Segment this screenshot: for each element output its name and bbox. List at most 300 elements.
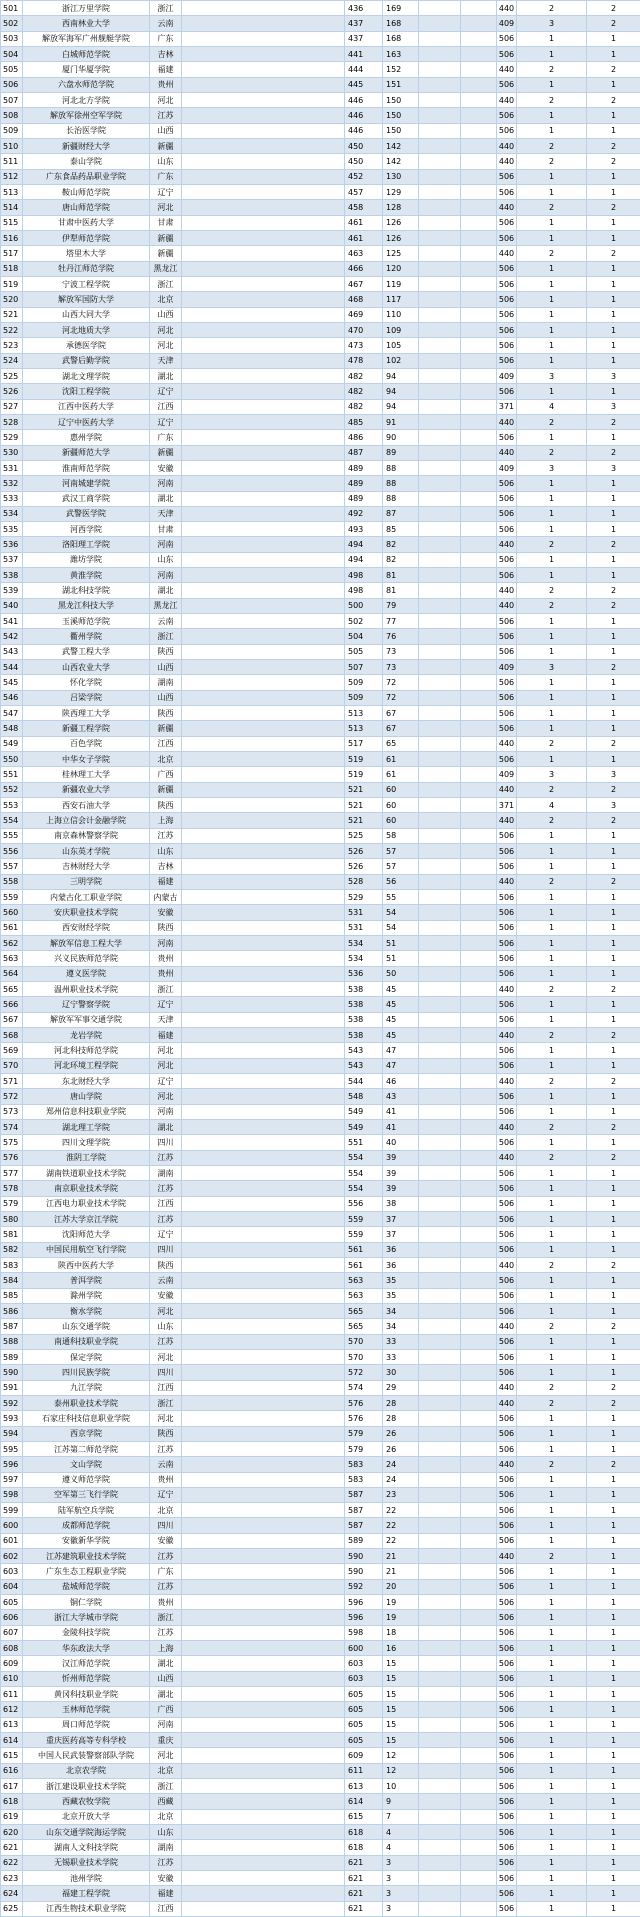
value-e-cell: 1 <box>587 1196 640 1211</box>
empty-cell <box>461 1472 497 1487</box>
value-c-cell: 506 <box>497 1196 517 1211</box>
university-name-cell: 河南城建学院 <box>23 476 150 491</box>
empty-cell <box>461 690 497 705</box>
empty-cell <box>182 1257 345 1272</box>
empty-cell <box>182 322 345 337</box>
total-rank-cell: 470 <box>345 322 383 337</box>
table-row <box>1 230 640 245</box>
table-row <box>1 31 640 46</box>
value-e-cell: 3 <box>587 767 640 782</box>
empty-cell <box>461 1365 497 1380</box>
rank-cell: 539 <box>1 583 23 598</box>
score-cell: 125 <box>383 246 419 261</box>
table-row <box>1 675 640 690</box>
province-cell: 福建 <box>150 62 182 77</box>
total-rank-cell: 554 <box>345 1150 383 1165</box>
table-row <box>1 353 640 368</box>
empty-cell <box>182 1763 345 1778</box>
province-cell: 辽宁 <box>150 1073 182 1088</box>
value-e-cell: 1 <box>587 997 640 1012</box>
table-row <box>1 552 640 567</box>
province-cell: 河北 <box>150 1748 182 1763</box>
university-name-cell: 解放军军事交通学院 <box>23 1012 150 1027</box>
university-name-cell: 唐山师范学院 <box>23 200 150 215</box>
university-name-cell: 河北地质大学 <box>23 322 150 337</box>
rank-cell: 619 <box>1 1809 23 1824</box>
rank-cell: 529 <box>1 430 23 445</box>
empty-cell <box>419 1533 461 1548</box>
university-name-cell: 洛阳理工学院 <box>23 537 150 552</box>
total-rank-cell: 482 <box>345 384 383 399</box>
value-c-cell: 506 <box>497 1273 517 1288</box>
total-rank-cell: 576 <box>345 1411 383 1426</box>
rank-cell: 509 <box>1 123 23 138</box>
total-rank-cell: 538 <box>345 982 383 997</box>
value-d-cell: 1 <box>517 1411 587 1426</box>
university-name-cell: 山西大同大学 <box>23 307 150 322</box>
empty-cell <box>419 1 461 16</box>
empty-cell <box>461 1426 497 1441</box>
empty-cell <box>461 1089 497 1104</box>
value-c-cell: 506 <box>497 1058 517 1073</box>
value-d-cell: 1 <box>517 1196 587 1211</box>
table-row <box>1 736 640 751</box>
table-row <box>1 1119 640 1134</box>
value-e-cell: 2 <box>587 92 640 107</box>
empty-cell <box>461 568 497 583</box>
rank-cell: 524 <box>1 353 23 368</box>
empty-cell <box>461 675 497 690</box>
value-c-cell: 506 <box>497 184 517 199</box>
university-name-cell: 厦门华厦学院 <box>23 62 150 77</box>
province-cell: 河南 <box>150 1104 182 1119</box>
university-name-cell: 新疆财经大学 <box>23 138 150 153</box>
rank-cell: 531 <box>1 460 23 475</box>
total-rank-cell: 554 <box>345 1181 383 1196</box>
total-rank-cell: 507 <box>345 660 383 675</box>
value-c-cell: 440 <box>497 1395 517 1410</box>
university-name-cell: 玉溪师范学院 <box>23 614 150 629</box>
empty-cell <box>182 276 345 291</box>
empty-cell <box>461 1687 497 1702</box>
table-row <box>1 1211 640 1226</box>
province-cell: 江苏 <box>150 1549 182 1564</box>
university-name-cell: 武汉工商学院 <box>23 491 150 506</box>
university-name-cell: 铜仁学院 <box>23 1595 150 1610</box>
total-rank-cell: 600 <box>345 1641 383 1656</box>
total-rank-cell: 544 <box>345 1073 383 1088</box>
score-cell: 120 <box>383 261 419 276</box>
rank-cell: 581 <box>1 1227 23 1242</box>
total-rank-cell: 556 <box>345 1196 383 1211</box>
empty-cell <box>461 798 497 813</box>
province-cell: 西藏 <box>150 1794 182 1809</box>
score-cell: 22 <box>383 1518 419 1533</box>
empty-cell <box>461 997 497 1012</box>
empty-cell <box>419 1610 461 1625</box>
value-e-cell: 1 <box>587 614 640 629</box>
university-name-cell: 中国民用航空飞行学院 <box>23 1242 150 1257</box>
empty-cell <box>182 1211 345 1226</box>
total-rank-cell: 589 <box>345 1533 383 1548</box>
empty-cell <box>419 614 461 629</box>
empty-cell <box>182 307 345 322</box>
province-cell: 山东 <box>150 552 182 567</box>
value-e-cell: 1 <box>587 1733 640 1748</box>
empty-cell <box>182 1840 345 1855</box>
value-d-cell: 1 <box>517 1840 587 1855</box>
score-cell: 169 <box>383 1 419 16</box>
university-name-cell: 河北北方学院 <box>23 92 150 107</box>
empty-cell <box>461 1733 497 1748</box>
value-d-cell: 1 <box>517 1779 587 1794</box>
province-cell: 江西 <box>150 399 182 414</box>
empty-cell <box>182 1671 345 1686</box>
value-c-cell: 440 <box>497 537 517 552</box>
value-e-cell: 1 <box>587 936 640 951</box>
empty-cell <box>182 1196 345 1211</box>
score-cell: 73 <box>383 660 419 675</box>
rank-cell: 557 <box>1 859 23 874</box>
rank-cell: 610 <box>1 1671 23 1686</box>
total-rank-cell: 587 <box>345 1503 383 1518</box>
empty-cell <box>461 1748 497 1763</box>
empty-cell <box>182 752 345 767</box>
total-rank-cell: 494 <box>345 537 383 552</box>
empty-cell <box>461 1901 497 1916</box>
empty-cell <box>419 583 461 598</box>
value-d-cell: 1 <box>517 1733 587 1748</box>
empty-cell <box>461 1135 497 1150</box>
table-row <box>1 1549 640 1564</box>
empty-cell <box>182 1809 345 1824</box>
score-cell: 60 <box>383 782 419 797</box>
value-c-cell: 440 <box>497 92 517 107</box>
value-d-cell: 1 <box>517 1135 587 1150</box>
university-name-cell: 解放军信息工程大学 <box>23 936 150 951</box>
value-e-cell: 2 <box>587 138 640 153</box>
score-cell: 150 <box>383 108 419 123</box>
empty-cell <box>182 1610 345 1625</box>
total-rank-cell: 563 <box>345 1288 383 1303</box>
empty-cell <box>461 813 497 828</box>
table-row <box>1 1472 640 1487</box>
province-cell: 新疆 <box>150 138 182 153</box>
value-e-cell: 1 <box>587 1748 640 1763</box>
score-cell: 19 <box>383 1610 419 1625</box>
university-name-cell: 山西农业大学 <box>23 660 150 675</box>
score-cell: 50 <box>383 966 419 981</box>
empty-cell <box>419 1441 461 1456</box>
empty-cell <box>461 1411 497 1426</box>
province-cell: 江苏 <box>150 1334 182 1349</box>
value-d-cell: 1 <box>517 77 587 92</box>
empty-cell <box>182 77 345 92</box>
score-cell: 88 <box>383 460 419 475</box>
value-d-cell: 1 <box>517 1487 587 1502</box>
value-e-cell: 1 <box>587 1518 640 1533</box>
empty-cell <box>419 430 461 445</box>
empty-cell <box>419 368 461 383</box>
score-cell: 20 <box>383 1579 419 1594</box>
value-d-cell: 2 <box>517 1257 587 1272</box>
total-rank-cell: 621 <box>345 1901 383 1916</box>
university-name-cell: 辽宁中医药大学 <box>23 414 150 429</box>
value-d-cell: 2 <box>517 782 587 797</box>
value-c-cell: 506 <box>497 1181 517 1196</box>
value-e-cell: 1 <box>587 1058 640 1073</box>
value-d-cell: 4 <box>517 798 587 813</box>
university-name-cell: 解放军国防大学 <box>23 292 150 307</box>
province-cell: 江苏 <box>150 108 182 123</box>
empty-cell <box>461 1779 497 1794</box>
empty-cell <box>461 859 497 874</box>
province-cell: 福建 <box>150 1027 182 1042</box>
empty-cell <box>182 1073 345 1088</box>
rank-cell: 511 <box>1 154 23 169</box>
university-name-cell: 上海立信会计金融学院 <box>23 813 150 828</box>
table-row <box>1 215 640 230</box>
empty-cell <box>419 1211 461 1226</box>
empty-cell <box>419 184 461 199</box>
value-d-cell: 1 <box>517 184 587 199</box>
university-name-cell: 武警工程大学 <box>23 644 150 659</box>
university-name-cell: 六盘水师范学院 <box>23 77 150 92</box>
value-e-cell: 2 <box>587 1457 640 1472</box>
table-row <box>1 384 640 399</box>
empty-cell <box>419 1150 461 1165</box>
empty-cell <box>419 1855 461 1870</box>
value-e-cell: 1 <box>587 675 640 690</box>
empty-cell <box>461 1257 497 1272</box>
empty-cell <box>461 154 497 169</box>
table-row <box>1 414 640 429</box>
table-row <box>1 1334 640 1349</box>
empty-cell <box>461 936 497 951</box>
university-name-cell: 普洱学院 <box>23 1273 150 1288</box>
empty-cell <box>461 1242 497 1257</box>
score-cell: 142 <box>383 154 419 169</box>
empty-cell <box>419 1058 461 1073</box>
empty-cell <box>182 813 345 828</box>
value-e-cell: 1 <box>587 1334 640 1349</box>
empty-cell <box>182 476 345 491</box>
empty-cell <box>461 767 497 782</box>
value-c-cell: 440 <box>497 154 517 169</box>
empty-cell <box>182 706 345 721</box>
value-c-cell: 506 <box>497 506 517 521</box>
value-d-cell: 1 <box>517 1656 587 1671</box>
value-c-cell: 506 <box>497 1503 517 1518</box>
university-name-cell: 石家庄科技信息职业学院 <box>23 1411 150 1426</box>
rank-cell: 555 <box>1 828 23 843</box>
rank-cell: 520 <box>1 292 23 307</box>
value-d-cell: 1 <box>517 1211 587 1226</box>
total-rank-cell: 551 <box>345 1135 383 1150</box>
score-cell: 33 <box>383 1334 419 1349</box>
value-e-cell: 1 <box>587 1089 640 1104</box>
province-cell: 北京 <box>150 1809 182 1824</box>
value-e-cell: 1 <box>587 476 640 491</box>
value-c-cell: 506 <box>497 1165 517 1180</box>
value-e-cell: 1 <box>587 276 640 291</box>
table-body <box>1 1 640 1917</box>
total-rank-cell: 561 <box>345 1242 383 1257</box>
value-c-cell: 506 <box>497 1518 517 1533</box>
empty-cell <box>461 614 497 629</box>
score-cell: 38 <box>383 1196 419 1211</box>
university-name-cell: 浙江万里学院 <box>23 1 150 16</box>
table-row <box>1 1411 640 1426</box>
empty-cell <box>461 1855 497 1870</box>
score-cell: 15 <box>383 1656 419 1671</box>
table-row <box>1 1503 640 1518</box>
score-cell: 58 <box>383 828 419 843</box>
score-cell: 126 <box>383 230 419 245</box>
total-rank-cell: 605 <box>345 1687 383 1702</box>
score-cell: 94 <box>383 384 419 399</box>
total-rank-cell: 592 <box>345 1579 383 1594</box>
empty-cell <box>419 813 461 828</box>
province-cell: 云南 <box>150 614 182 629</box>
rank-cell: 593 <box>1 1411 23 1426</box>
empty-cell <box>419 522 461 537</box>
value-e-cell: 1 <box>587 1901 640 1916</box>
empty-cell <box>182 123 345 138</box>
empty-cell <box>419 1702 461 1717</box>
value-e-cell: 1 <box>587 1441 640 1456</box>
university-name-cell: 淮南师范学院 <box>23 460 150 475</box>
university-name-cell: 重庆医药高等专科学校 <box>23 1733 150 1748</box>
value-e-cell: 1 <box>587 292 640 307</box>
empty-cell <box>461 1610 497 1625</box>
value-e-cell: 1 <box>587 1273 640 1288</box>
table-row <box>1 614 640 629</box>
province-cell: 贵州 <box>150 966 182 981</box>
value-e-cell: 1 <box>587 1411 640 1426</box>
total-rank-cell: 466 <box>345 261 383 276</box>
university-name-cell: 山东英才学院 <box>23 844 150 859</box>
total-rank-cell: 505 <box>345 644 383 659</box>
province-cell: 河北 <box>150 200 182 215</box>
empty-cell <box>419 476 461 491</box>
total-rank-cell: 446 <box>345 123 383 138</box>
province-cell: 贵州 <box>150 1472 182 1487</box>
score-cell: 150 <box>383 123 419 138</box>
empty-cell <box>419 537 461 552</box>
table-row <box>1 874 640 889</box>
value-c-cell: 506 <box>497 1779 517 1794</box>
value-e-cell: 1 <box>587 859 640 874</box>
university-name-cell: 空军第三飞行学院 <box>23 1487 150 1502</box>
empty-cell <box>182 46 345 61</box>
table-row <box>1 1349 640 1364</box>
university-name-cell: 九江学院 <box>23 1380 150 1395</box>
university-name-cell: 金陵科技学院 <box>23 1625 150 1640</box>
university-name-cell: 桂林理工大学 <box>23 767 150 782</box>
score-cell: 39 <box>383 1150 419 1165</box>
score-cell: 168 <box>383 31 419 46</box>
value-d-cell: 1 <box>517 1748 587 1763</box>
score-cell: 168 <box>383 16 419 31</box>
value-e-cell: 3 <box>587 399 640 414</box>
value-c-cell: 506 <box>497 644 517 659</box>
empty-cell <box>461 1349 497 1364</box>
table-row <box>1 905 640 920</box>
rank-cell: 548 <box>1 721 23 736</box>
empty-cell <box>461 230 497 245</box>
empty-cell <box>461 598 497 613</box>
value-e-cell: 1 <box>587 1349 640 1364</box>
value-c-cell: 506 <box>497 1349 517 1364</box>
table-row <box>1 1809 640 1824</box>
value-d-cell: 2 <box>517 537 587 552</box>
score-cell: 3 <box>383 1855 419 1870</box>
value-d-cell: 1 <box>517 1794 587 1809</box>
value-c-cell: 440 <box>497 1257 517 1272</box>
rank-cell: 608 <box>1 1641 23 1656</box>
rank-cell: 584 <box>1 1273 23 1288</box>
table-row <box>1 1886 640 1901</box>
empty-cell <box>182 1380 345 1395</box>
empty-cell <box>182 460 345 475</box>
value-d-cell: 2 <box>517 736 587 751</box>
value-c-cell: 506 <box>497 77 517 92</box>
rank-cell: 589 <box>1 1349 23 1364</box>
value-d-cell: 2 <box>517 92 587 107</box>
total-rank-cell: 450 <box>345 138 383 153</box>
total-rank-cell: 536 <box>345 966 383 981</box>
table-row <box>1 430 640 445</box>
value-d-cell: 1 <box>517 1809 587 1824</box>
university-name-cell: 江西电力职业技术学院 <box>23 1196 150 1211</box>
value-c-cell: 506 <box>497 215 517 230</box>
university-name-cell: 泰山学院 <box>23 154 150 169</box>
value-e-cell: 1 <box>587 1871 640 1886</box>
empty-cell <box>461 200 497 215</box>
value-e-cell: 2 <box>587 414 640 429</box>
value-c-cell: 506 <box>497 108 517 123</box>
rank-cell: 566 <box>1 997 23 1012</box>
score-cell: 26 <box>383 1441 419 1456</box>
university-name-cell: 河北环境工程学院 <box>23 1058 150 1073</box>
table-row <box>1 936 640 951</box>
value-d-cell: 1 <box>517 1533 587 1548</box>
empty-cell <box>419 1579 461 1594</box>
empty-cell <box>419 920 461 935</box>
empty-cell <box>461 583 497 598</box>
rank-cell: 551 <box>1 767 23 782</box>
empty-cell <box>182 568 345 583</box>
empty-cell <box>419 752 461 767</box>
empty-cell <box>419 1687 461 1702</box>
province-cell: 贵州 <box>150 77 182 92</box>
value-e-cell: 1 <box>587 966 640 981</box>
province-cell: 江苏 <box>150 1211 182 1226</box>
empty-cell <box>182 675 345 690</box>
score-cell: 61 <box>383 752 419 767</box>
rank-cell: 573 <box>1 1104 23 1119</box>
province-cell: 天津 <box>150 353 182 368</box>
value-d-cell: 1 <box>517 1165 587 1180</box>
total-rank-cell: 528 <box>345 874 383 889</box>
value-c-cell: 409 <box>497 767 517 782</box>
empty-cell <box>419 46 461 61</box>
table-row <box>1 782 640 797</box>
empty-cell <box>419 552 461 567</box>
empty-cell <box>461 982 497 997</box>
value-d-cell: 1 <box>517 752 587 767</box>
